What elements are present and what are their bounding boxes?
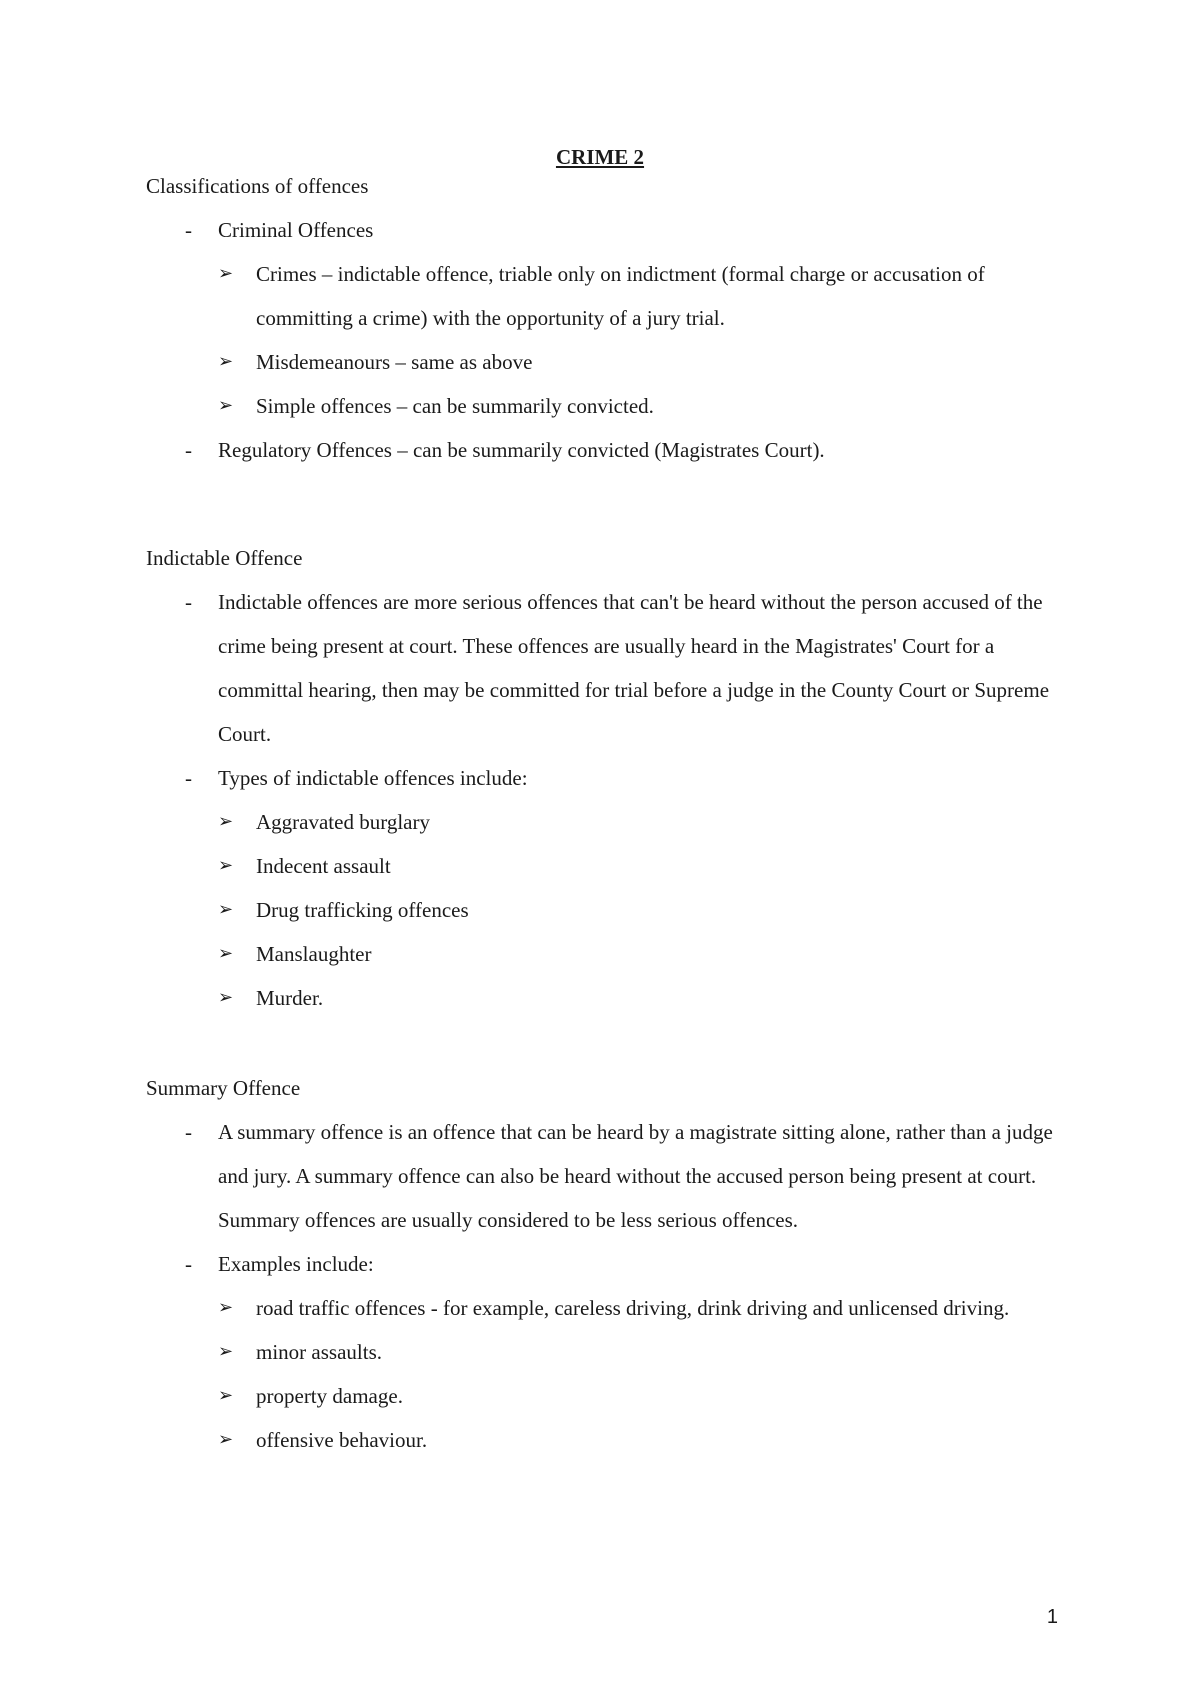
list-item [146, 1330, 1066, 1374]
arrow-bullet-icon: ➢ [218, 855, 234, 876]
list-item [146, 208, 1066, 252]
arrow-bullet-icon: ➢ [218, 943, 234, 964]
list-item-text: Murder. [256, 986, 324, 1010]
list-item [146, 844, 1066, 888]
list-item [146, 580, 1066, 756]
dash-marker: - [185, 766, 192, 790]
arrow-bullet-icon: ➢ [218, 1297, 234, 1318]
list-item [146, 340, 1066, 384]
list-item-text: Drug trafficking offences [256, 898, 469, 922]
list-item-text: Indecent assault [256, 854, 391, 878]
list-item [146, 384, 1066, 428]
list-item-text: Criminal Offences [218, 218, 374, 242]
page-title: CRIME 2 [555, 145, 645, 169]
arrow-bullet-icon: ➢ [218, 899, 234, 920]
list-item-text: offensive behaviour. [256, 1428, 428, 1452]
list-item [146, 1374, 1066, 1418]
list-item-text: Indictable offences are more serious offences that can't be heard without the person accused of the crime being present at court. These offences are usually heard in the Magistrates' Court for a committal hearing, then may be committed for trial before a judge in the County Court or Supreme Court. [218, 590, 1050, 746]
list-item-text: A summary offence is an offence that can be heard by a magistrate sitting alone, rather than a judge and jury. A summary offence can also be heard without the accused person being present at court. Summary offences are usually considered to be less serious offences. [218, 1120, 1053, 1232]
list-item-text: Misdemeanours – same as above [256, 350, 533, 374]
section-heading: Classifications of offences [146, 174, 369, 198]
list-item [146, 1242, 1066, 1286]
section-heading: Summary Offence [146, 1076, 301, 1100]
dash-marker: - [185, 1252, 192, 1276]
list-item-text: Types of indictable offences include: [218, 766, 528, 790]
list-item [146, 252, 1066, 340]
arrow-bullet-icon: ➢ [218, 1385, 234, 1406]
section-summary [146, 1066, 1066, 1462]
list-item-text: Crimes – indictable offence, triable only on indictment (formal charge or accusation of committing a crime) with the opportunity of a jury trial. [256, 262, 985, 330]
arrow-bullet-icon: ➢ [218, 811, 234, 832]
list-item-text: Examples include: [218, 1252, 374, 1276]
section-indictable [146, 536, 1066, 1020]
list-item-text: property damage. [256, 1384, 403, 1408]
list-item [146, 888, 1066, 932]
list-item-text: Manslaughter [256, 942, 372, 966]
list-item-text: Simple offences – can be summarily convicted. [256, 394, 654, 418]
dash-marker: - [185, 218, 192, 242]
dash-marker: - [185, 1120, 192, 1144]
list-item [146, 976, 1066, 1020]
list-item-text: minor assaults. [256, 1340, 382, 1364]
list-item [146, 1418, 1066, 1462]
dash-marker: - [185, 438, 192, 462]
list-item [146, 800, 1066, 844]
arrow-bullet-icon: ➢ [218, 395, 234, 416]
arrow-bullet-icon: ➢ [218, 1341, 234, 1362]
list-item [146, 1110, 1066, 1242]
list-item-text: road traffic offences - for example, careless driving, drink driving and unlicensed driving. [256, 1296, 1010, 1320]
list-item-text: Regulatory Offences – can be summarily convicted (Magistrates Court). [218, 438, 825, 462]
list-item [146, 932, 1066, 976]
arrow-bullet-icon: ➢ [218, 1429, 234, 1450]
section-heading: Indictable Offence [146, 546, 303, 570]
arrow-bullet-icon: ➢ [218, 987, 234, 1008]
list-item [146, 428, 1066, 472]
section-classifications [146, 164, 1066, 472]
arrow-bullet-icon: ➢ [218, 351, 234, 372]
dash-marker: - [185, 590, 192, 614]
page-number: 1 [1046, 1606, 1058, 1628]
arrow-bullet-icon: ➢ [218, 263, 234, 284]
list-item [146, 756, 1066, 800]
list-item-text: Aggravated burglary [256, 810, 430, 834]
list-item [146, 1286, 1066, 1330]
